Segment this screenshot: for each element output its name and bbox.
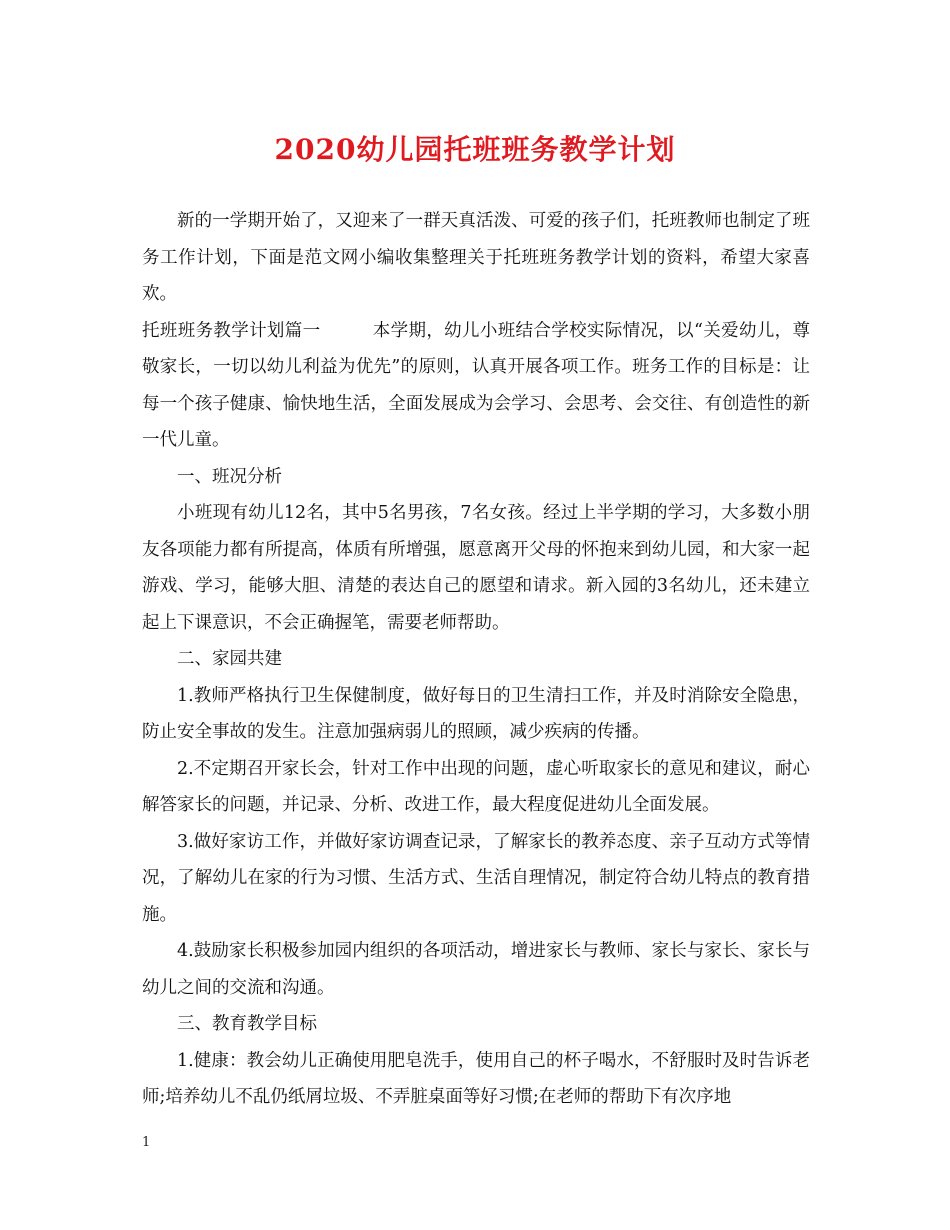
document-title: 2020幼儿园托班班务教学计划 xyxy=(274,133,676,166)
section-label: 托班班务教学计划篇一 xyxy=(142,320,321,341)
list-item: 1.教师严格执行卫生保健制度，做好每日的卫生清扫工作，并及时消除安全隐患，防止安全事故的发生。注意加强病弱儿的照顾，减少疾病的传播。 xyxy=(142,685,810,742)
intro-paragraph: 新的一学期开始了，又迎来了一群天真活泼、可爱的孩子们，托班教师也制定了班务工作计划，下面是范文网小编收集整理关于托班班务教学计划的资料，希望大家喜欢。 xyxy=(142,211,810,304)
section-text: 本学期，幼儿小班结合学校实际情况，以“关爱幼儿，尊敬家长，一切以幼儿利益为优先”的原则，认真开展各项工作。班务工作的目标是：让每一个孩子健康、愉快地生活，全面发展成为会学习、会思考、会交往、有创造性的新一代儿童。 xyxy=(142,320,811,450)
heading-class-analysis: 一、班况分析 xyxy=(177,466,282,487)
document-body xyxy=(142,203,810,1116)
heading-teaching-goals: 三、教育教学目标 xyxy=(177,1014,317,1034)
heading-home-school: 二、家园共建 xyxy=(177,649,282,669)
page-number: 1 xyxy=(142,1135,151,1150)
class-analysis-paragraph: 小班现有幼儿12名，其中5名男孩，7名女孩。经过上半学期的学习，大多数小朋友各项能力都有所提高，体质有所增强，愿意离开父母的怀抱来到幼儿园，和大家一起游戏、学习，能够大胆、清楚的表达自己的愿望和请求。新入园的3名幼儿，还未建立起上下课意识，不会正确握笔，需要老师帮助。 xyxy=(142,503,810,633)
list-item: 2.不定期召开家长会，针对工作中出现的问题，虚心听取家长的意见和建议，耐心解答家长的问题，并记录、分析、改进工作，最大程度促进幼儿全面发展。 xyxy=(142,758,810,815)
list-item: 1.健康：教会幼儿正确使用肥皂洗手，使用自己的杯子喝水，不舒服时及时告诉老师;培养幼儿不乱仍纸屑垃圾、不弄脏桌面等好习惯;在老师的帮助下有次序地 xyxy=(142,1050,810,1107)
list-item: 4.鼓励家长积极参加园内组织的各项活动，增进家长与教师、家长与家长、家长与幼儿之间的交流和沟通。 xyxy=(142,941,810,998)
list-item: 3.做好家访工作，并做好家访调查记录，了解家长的教养态度、亲子互动方式等情况，了解幼儿在家的行为习惯、生活方式、生活自理情况，制定符合幼儿特点的教育措施。 xyxy=(142,831,810,925)
section-paragraph xyxy=(142,313,810,459)
